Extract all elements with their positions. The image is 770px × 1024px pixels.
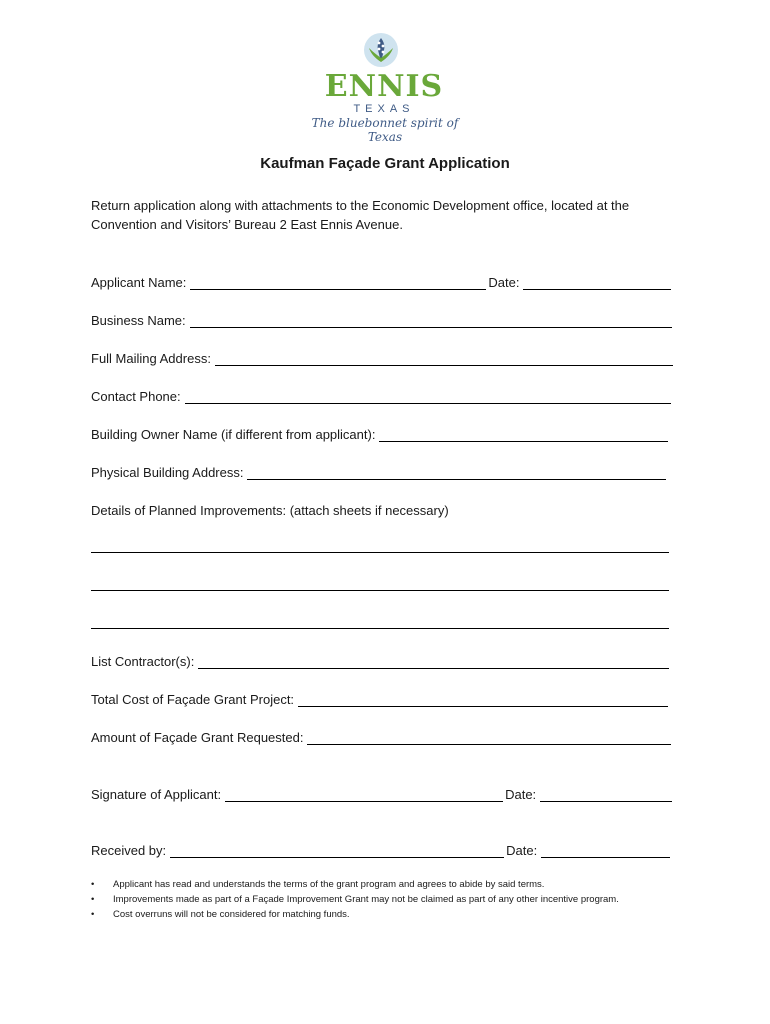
mailing-address-label: Full Mailing Address:: [91, 351, 211, 366]
bullet-icon: •: [91, 894, 95, 905]
note-text: Improvements made as part of a Façade Improvement Grant may not be claimed as part of any other incentive program.: [113, 894, 619, 905]
amount-requested-row: [91, 725, 671, 745]
owner-name-field[interactable]: [379, 427, 668, 442]
total-cost-label: Total Cost of Façade Grant Project:: [91, 692, 295, 707]
note-text: Cost overruns will not be considered for matching funds.: [113, 909, 350, 920]
applicant-date-label: Date:: [488, 275, 520, 290]
details-line-3[interactable]: [91, 628, 669, 629]
contractors-field[interactable]: [198, 654, 669, 669]
signature-date-label: Date:: [505, 787, 537, 802]
contractors-row: [91, 649, 669, 669]
business-name-label: Business Name:: [91, 313, 186, 328]
contact-phone-field[interactable]: [185, 389, 671, 404]
signature-field[interactable]: [225, 787, 503, 802]
details-row: [91, 498, 681, 518]
physical-address-label: Physical Building Address:: [91, 465, 244, 480]
bullet-icon: •: [91, 879, 95, 890]
amount-requested-label: Amount of Façade Grant Requested:: [91, 730, 304, 745]
mailing-address-row: [91, 346, 673, 366]
intro-text: Return application along with attachments to the Economic Development office, located at the Convention and Visitors’ Bureau 2 East Ennis Avenue.: [91, 198, 630, 232]
physical-address-field[interactable]: [247, 465, 666, 480]
mailing-address-field[interactable]: [215, 351, 673, 366]
ennis-logo: [300, 30, 470, 142]
received-by-label: Received by:: [91, 843, 167, 858]
signature-row: [91, 782, 672, 802]
received-by-field[interactable]: [170, 843, 504, 858]
signature-date-field[interactable]: [540, 787, 672, 802]
page-title: Kaufman Façade Grant Application: [260, 155, 510, 172]
total-cost-field[interactable]: [298, 692, 668, 707]
business-name-row: [91, 308, 672, 328]
contractors-label: List Contractor(s):: [91, 654, 195, 669]
applicant-name-label: Applicant Name:: [91, 275, 187, 290]
note-text: Applicant has read and understands the terms of the grant program and agrees to abide by said terms.: [113, 879, 545, 890]
contact-phone-label: Contact Phone:: [91, 389, 181, 404]
received-by-row: [91, 838, 670, 858]
owner-name-label: Building Owner Name (if different from applicant):: [91, 427, 376, 442]
owner-name-row: [91, 422, 668, 442]
terms-list: [91, 877, 691, 922]
total-cost-row: [91, 687, 668, 707]
received-date-label: Date:: [506, 843, 538, 858]
list-item: [91, 907, 691, 922]
applicant-date-field[interactable]: [523, 275, 671, 290]
logo-wordmark: ENNIS: [324, 69, 444, 104]
physical-address-row: [91, 460, 666, 480]
list-item: [91, 877, 691, 892]
bullet-icon: •: [91, 909, 95, 920]
logo-tagline: The bluebonnet spirit of Texas: [311, 116, 459, 144]
details-label: Details of Planned Improvements: (attach sheets if necessary): [91, 503, 449, 518]
list-item: [91, 892, 691, 907]
logo-subtitle: TEXAS: [353, 103, 415, 115]
details-line-2[interactable]: [91, 590, 669, 591]
amount-requested-field[interactable]: [307, 730, 671, 745]
received-date-field[interactable]: [541, 843, 670, 858]
applicant-name-field[interactable]: [190, 275, 486, 290]
contact-phone-row: [91, 384, 671, 404]
signature-label: Signature of Applicant:: [91, 787, 222, 802]
bluebonnet-icon: [363, 32, 399, 68]
details-line-1[interactable]: [91, 552, 669, 553]
business-name-field[interactable]: [190, 313, 672, 328]
applicant-name-row: [91, 270, 671, 290]
